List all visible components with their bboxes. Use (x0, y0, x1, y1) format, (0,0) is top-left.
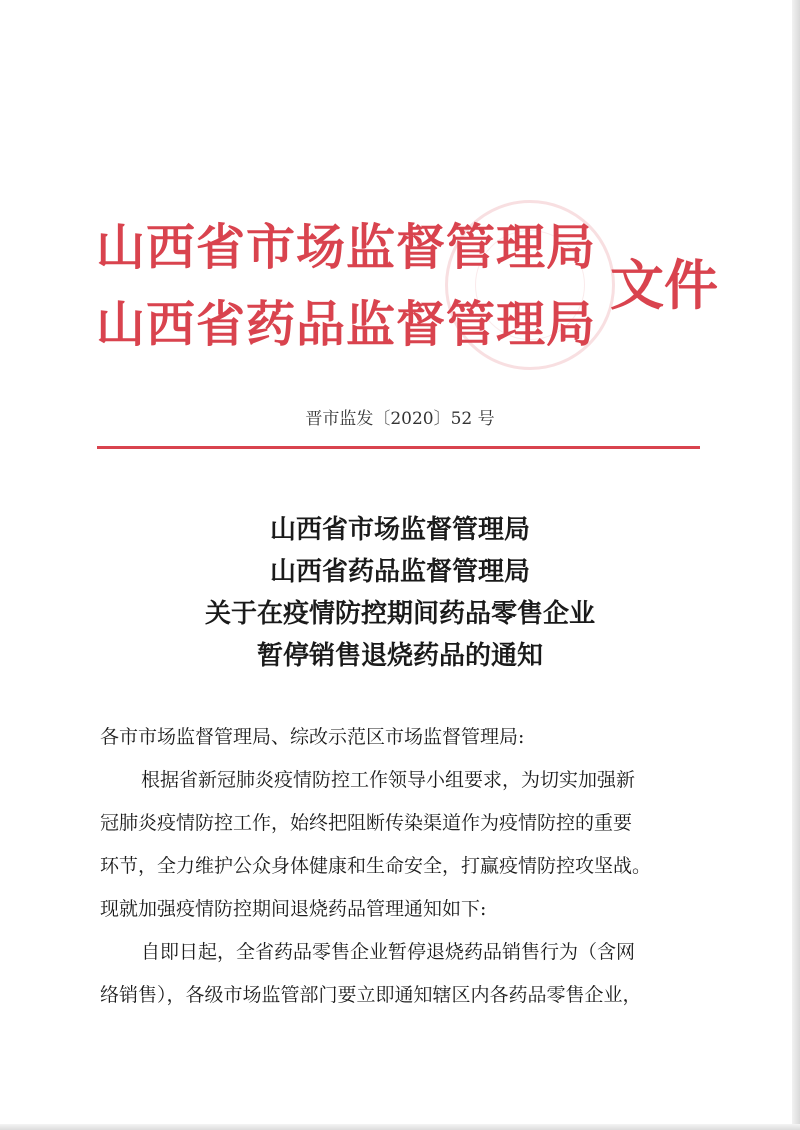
page-edge-shadow-right (792, 0, 800, 1130)
page-edge-shadow-bottom (0, 1124, 800, 1130)
paragraph-2-line-1: 自即日起，全省药品零售企业暂停退烧药品销售行为（含网 (141, 941, 636, 963)
paragraph-1-line-3: 环节，全力维护公众身体健康和生命安全，打赢疫情防控攻坚战。 (100, 855, 652, 877)
paragraph-1-line-1: 根据省新冠肺炎疫情防控工作领导小组要求，为切实加强新 (141, 769, 636, 791)
document-number: 晋市监发〔2020〕52 号 (305, 409, 495, 429)
title-line-2: 山西省药品监督管理局 (269, 557, 530, 587)
issuer-line-2: 山西省药品监督管理局 (96, 295, 597, 353)
issuer-line-1: 山西省市场监督管理局 (96, 218, 597, 276)
salutation: 各市市场监督管理局、综改示范区市场监督管理局: (100, 726, 525, 748)
paragraph-1-line-4: 现就加强疫情防控期间退烧药品管理通知如下: (100, 898, 487, 920)
red-separator-rule (97, 446, 700, 449)
paragraph-2-line-2: 络销售），各级市场监管部门要立即通知辖区内各药品零售企业， (100, 984, 642, 1006)
title-line-3: 关于在疫情防控期间药品零售企业 (204, 599, 595, 629)
paragraph-1-line-2: 冠肺炎疫情防控工作，始终把阻断传染渠道作为疫情防控的重要 (100, 812, 633, 834)
title-line-1: 山西省市场监督管理局 (269, 515, 530, 545)
document-word: 文件 (610, 253, 718, 317)
title-line-4: 暂停销售退烧药品的通知 (256, 641, 543, 671)
